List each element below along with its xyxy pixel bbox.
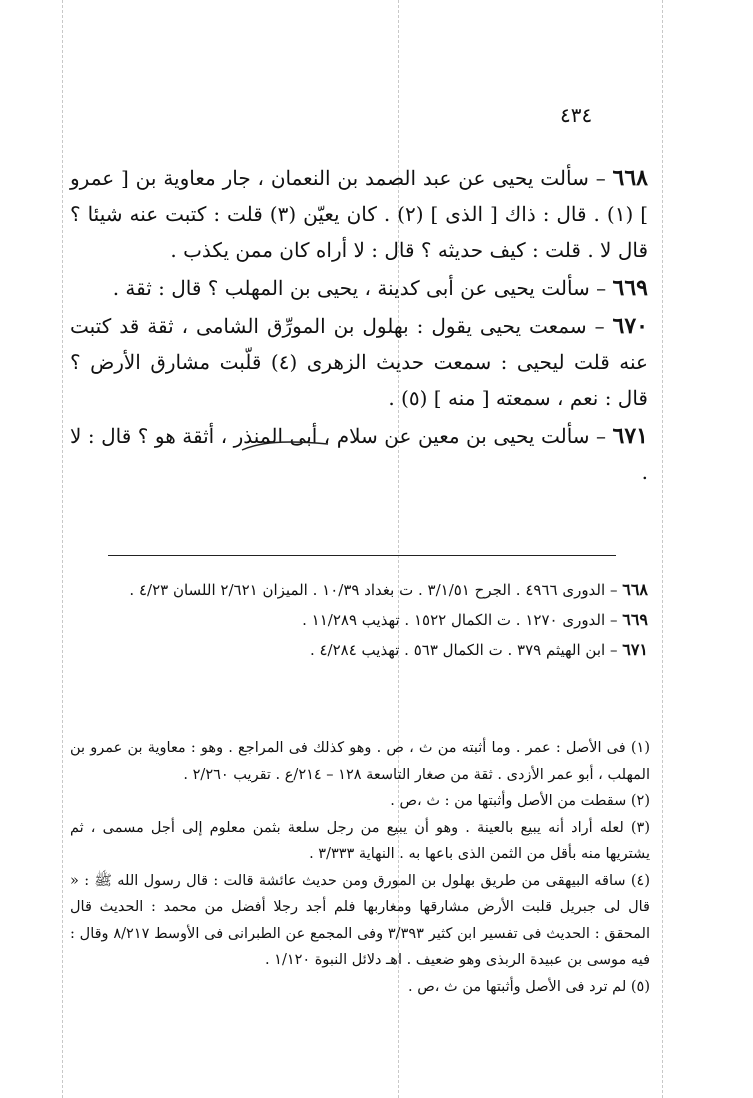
entry bbox=[70, 308, 648, 416]
entry bbox=[70, 418, 648, 490]
footnote: (٥) لم ترد فى الأصل وأثبتها من ث ،ص . bbox=[408, 978, 650, 995]
footnote: (٢) سقطت من الأصل وأثبتها من : ث ،ص . bbox=[390, 793, 650, 809]
page-number: ٤٣٤ bbox=[560, 103, 593, 127]
entry-text: سألت يحيى عن أبى كدينة ، يحيى بن المهلب ؟ قال : ثقة . bbox=[112, 276, 590, 300]
margin-guide-left bbox=[62, 0, 63, 1098]
entry-dash: – bbox=[588, 166, 613, 190]
footnotes-section bbox=[70, 735, 650, 1000]
reference-line bbox=[70, 635, 648, 665]
entry-text: سألت يحيى عن عبد الصمد بن النعمان ، جار معاوية بن [ عمرو ] (١) . قال : ذاك [ الذى ] (٢) . كان يعيّن (٣) قلت : كتبت عنه شيئا ؟ قال لا . قلت : كيف حديثه ؟ قال : لا أراه كان ممن يكذب . bbox=[70, 166, 649, 262]
reference-text: – ابن الهيثم ٣٧٩ . ت الكمال ٥٦٣ . تهذيب ٤/٢٨٤ . bbox=[309, 641, 623, 659]
reference-text: – الدورى ٤٩٦٦ . الجرح ٣/١/٥١ . ت بغداد ١٠/٣٩ . الميزان ٢/٦٢١ اللسان ٤/٢٣ . bbox=[129, 581, 623, 599]
reference-number: ٦٦٨ bbox=[622, 580, 648, 599]
references-section bbox=[70, 575, 648, 665]
reference-line bbox=[70, 605, 648, 635]
entry bbox=[70, 160, 648, 268]
entry-number: ٦٦٩ bbox=[612, 275, 648, 301]
margin-guide-right bbox=[662, 0, 663, 1098]
entry bbox=[70, 270, 648, 306]
entry-dash: – bbox=[589, 424, 613, 448]
footnote-separator bbox=[108, 555, 616, 556]
entry-number: ٦٦٨ bbox=[612, 165, 648, 191]
reference-text: – الدورى ١٢٧٠ . ت الكمال ١٥٢٢ . تهذيب ١١/٢٨٩ . bbox=[302, 611, 623, 629]
entry-text: سألت يحيى بن معين عن سلام ، أبى المنذر ، أثقة هو ؟ قال : لا . bbox=[70, 424, 648, 484]
entry-number: ٦٧١ bbox=[612, 423, 648, 449]
reference-line bbox=[70, 575, 648, 605]
handwritten-underline-mark bbox=[240, 438, 330, 452]
footnote: (١) فى الأصل : عمر . وما أثبته من ث ، ص . وهو كذلك فى المراجع . وهو : معاوية بن عمرو بن المهلب ، أبو عمر الأزدى . ثقة من صغار التاسعة ١٢٨ – ٢١٤/ع . تقريب ٢/٢٦٠ . bbox=[70, 740, 650, 783]
footnote: (٣) لعله أراد أنه يبيع بالعينة . وهو أن يبيع من رجل سلعة بثمن معلوم إلى أجل مسمى ، ثم يشتريها منه بأقل من الثمن الذى باعها به . النهاية ٣/٣٣٣ . bbox=[70, 819, 650, 862]
entry-dash: – bbox=[589, 276, 613, 300]
reference-number: ٦٦٩ bbox=[622, 610, 648, 629]
reference-number: ٦٧١ bbox=[622, 640, 648, 659]
main-text bbox=[70, 160, 648, 492]
footnote: (٤) ساقه البيهقى من طريق بهلول بن المورق ومن حديث عائشة قالت : قال رسول الله ﷺ : « قال لى جبريل قلبت الأرض مشارقها ومغاربها فلم أجد رجلا أفضل من محمد : الحديث قال المحقق : الحديث فى تفسير ابن كثير ٣/٣٩٣ وفى المجمع عن الطبرانى فى الأوسط ٨/٢١٧ وقال : فيه موسى بن عبيدة الربذى وهو ضعيف . اهـ دلائل النبوة ١/١٢٠ . bbox=[70, 872, 650, 968]
entry-dash: – bbox=[586, 314, 613, 338]
entry-text: سمعت يحيى يقول : بهلول بن المورِّق الشامى ، ثقة قد كتبت عنه قلت ليحيى : سمعت حديث الزهرى (٤) قلّبت مشارق الأرض ؟ قال : نعم ، سمعته [ منه ] (٥) . bbox=[70, 314, 648, 410]
entry-number: ٦٧٠ bbox=[612, 313, 648, 339]
